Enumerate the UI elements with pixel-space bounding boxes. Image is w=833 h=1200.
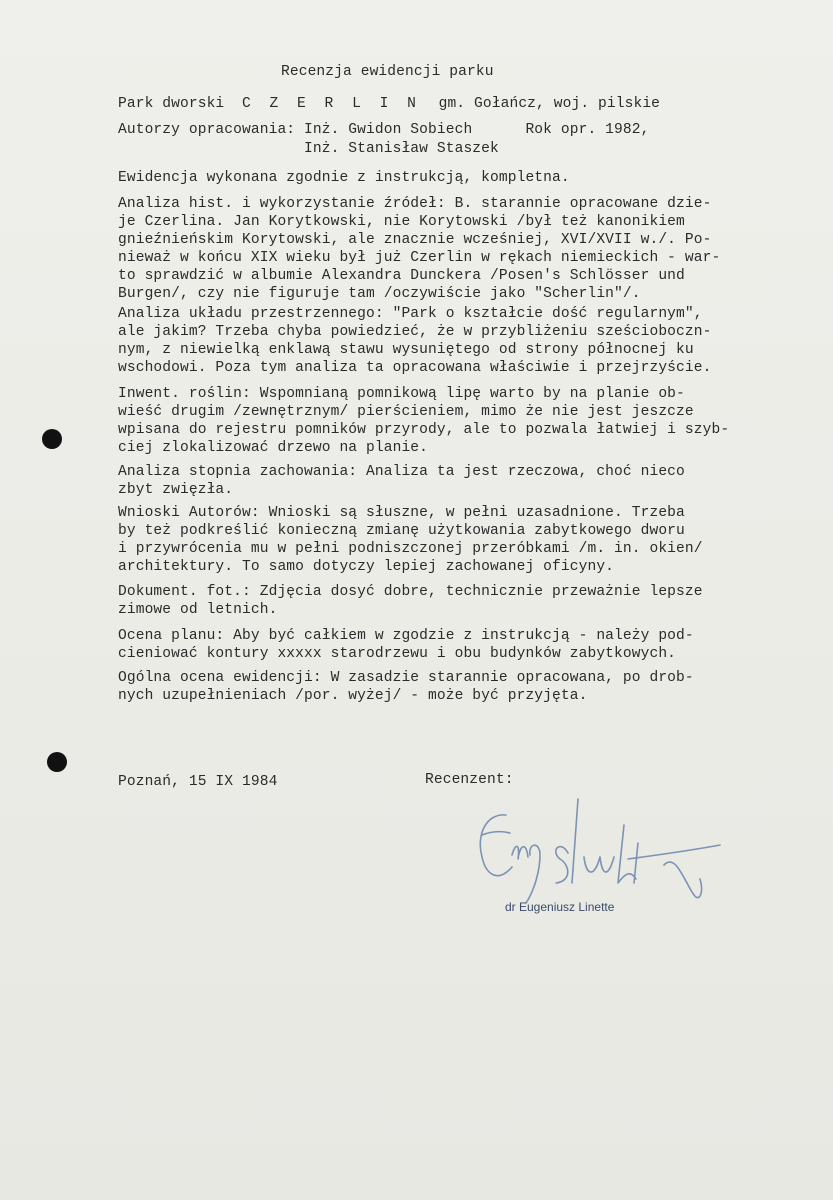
park-prefix: Park dworski bbox=[118, 96, 225, 112]
reviewer-label: Recenzent: bbox=[425, 772, 514, 788]
paragraph-layout-2: ale jakim? Trzeba chyba powiedzieć, że w przybliżeniu sześcioboczn- bbox=[118, 324, 712, 340]
paragraph-plants-4: ciej zlokalizować drzewo na planie. bbox=[118, 440, 429, 456]
paragraph-conclusions-4: architektury. To samo dotyczy lepiej zachowanej oficyny. bbox=[118, 559, 615, 575]
punch-hole-top bbox=[42, 429, 62, 449]
paragraph-conclusions-2: by też podkreślić konieczną zmianę użytkowania zabytkowego dworu bbox=[118, 523, 685, 539]
place-date: Poznań, 15 IX 1984 bbox=[118, 774, 278, 790]
handwritten-signature bbox=[468, 795, 738, 915]
evidence-statement: Ewidencja wykonana zgodnie z instrukcją, kompletna. bbox=[118, 170, 570, 186]
paragraph-layout-3: nym, z niewielką enklawą stawu wysuniętego od strony północnej ku bbox=[118, 342, 694, 358]
paragraph-history-1: Analiza hist. i wykorzystanie źródeł: B. starannie opracowane dzie- bbox=[118, 196, 712, 212]
paragraph-photos-2: zimowe od letnich. bbox=[118, 602, 278, 618]
authors-line-1: Autorzy opracowania: Inż. Gwidon Sobiech Rok opr. 1982, bbox=[118, 122, 650, 138]
paragraph-plants-1: Inwent. roślin: Wspomnianą pomnikową lipę warto by na planie ob- bbox=[118, 386, 685, 402]
paragraph-layout-4: wschodowi. Poza tym analiza ta opracowana właściwie i przejrzyście. bbox=[118, 360, 712, 376]
paragraph-overall-1: Ogólna ocena ewidencji: W zasadzie starannie opracowana, po drob- bbox=[118, 670, 694, 686]
paragraph-plants-3: wpisana do rejestru pomników przyrody, ale to pozwala łatwiej i szyb- bbox=[118, 422, 730, 438]
paragraph-layout-1: Analiza układu przestrzennego: "Park o kształcie dość regularnym", bbox=[118, 306, 703, 322]
signature-name: dr Eugeniusz Linette bbox=[505, 900, 615, 914]
paragraph-conclusions-1: Wnioski Autorów: Wnioski są słuszne, w pełni uzasadnione. Trzeba bbox=[118, 505, 685, 521]
paragraph-overall-2: nych uzupełnieniach /por. wyżej/ - może być przyjęta. bbox=[118, 688, 588, 704]
paragraph-history-2: je Czerlina. Jan Korytkowski, nie Korytowski /był też kanonikiem bbox=[118, 214, 685, 230]
paragraph-photos-1: Dokument. fot.: Zdjęcia dosyć dobre, technicznie przeważnie lepsze bbox=[118, 584, 703, 600]
park-name: C Z E R L I N bbox=[242, 96, 421, 112]
paragraph-plan-2: cieniować kontury xxxxx starodrzewu i obu budynków zabytkowych. bbox=[118, 646, 677, 662]
paragraph-history-5: to sprawdzić w albumie Alexandra Dunckera /Posen's Schlösser und bbox=[118, 268, 685, 284]
paragraph-history-3: gnieźnieńskim Korytowski, ale znacznie wcześniej, XVI/XVII w./. Po- bbox=[118, 232, 712, 248]
paragraph-condition-2: zbyt zwięzła. bbox=[118, 482, 234, 498]
park-line bbox=[118, 95, 660, 113]
paragraph-condition-1: Analiza stopnia zachowania: Analiza ta jest rzeczowa, choć nieco bbox=[118, 464, 685, 480]
punch-hole-bottom bbox=[47, 752, 67, 772]
park-location: gm. Gołańcz, woj. pilskie bbox=[438, 96, 661, 112]
paragraph-plan-1: Ocena planu: Aby być całkiem w zgodzie z instrukcją - należy pod- bbox=[118, 628, 694, 644]
document-title: Recenzja ewidencji parku bbox=[281, 64, 494, 80]
paragraph-conclusions-3: i przywrócenia mu w pełni podniszczonej przeróbkami /m. in. okien/ bbox=[118, 541, 703, 557]
authors-line-2: Inż. Stanisław Staszek bbox=[118, 141, 499, 157]
paragraph-history-4: nieważ w końcu XIX wieku był już Czerlin w rękach niemieckich - war- bbox=[118, 250, 721, 266]
paragraph-history-6: Burgen/, czy nie figuruje tam /oczywiście jako "Scherlin"/. bbox=[118, 286, 641, 302]
paragraph-plants-2: wieść drugim /zewnętrznym/ pierścieniem, mimo że nie jest jeszcze bbox=[118, 404, 694, 420]
